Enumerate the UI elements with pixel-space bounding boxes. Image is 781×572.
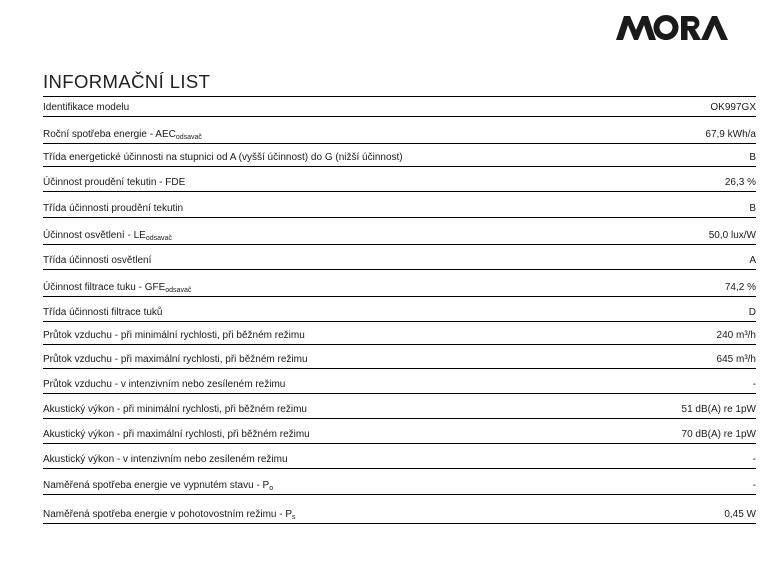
row-label: Průtok vzduchu - v intenzivním nebo zesíleném režimu xyxy=(43,379,286,390)
brand-text: MORA xyxy=(616,14,619,15)
table-row xyxy=(43,469,756,495)
table-row xyxy=(43,369,756,394)
table-row xyxy=(43,167,756,192)
table-row xyxy=(43,218,756,245)
row-value: 67,9 kWh/a xyxy=(705,129,756,140)
table-row xyxy=(43,444,756,469)
row-value: 74,2 % xyxy=(724,282,756,293)
row-label: Třída energetické účinnosti na stupnici od A (vyšší účinnost) do G (nižší účinnost) xyxy=(43,152,403,163)
row-label: Roční spotřeba energie - $AEC_{odsavač}$ xyxy=(43,129,202,141)
row-label: Účinnost filtrace tuku - $GFE_{odsavač}$ xyxy=(43,282,192,294)
row-label: Třída účinnosti proudění tekutin xyxy=(43,203,184,214)
row-label-subscript: odsavač xyxy=(145,235,172,242)
table-row xyxy=(43,245,756,270)
row-value: 70 dB(A) re 1pW xyxy=(681,429,756,440)
table-row xyxy=(43,270,756,297)
mora-logo xyxy=(616,14,728,42)
row-label: Třída účinnosti osvětlení xyxy=(43,255,152,266)
row-value: B xyxy=(749,203,756,214)
row-label: Identifikace modelu xyxy=(43,102,130,113)
row-label: Průtok vzduchu - při maximální rychlosti, při běžném režimu xyxy=(43,354,308,365)
row-value: 51 dB(A) re 1pW xyxy=(681,404,756,415)
table-row xyxy=(43,419,756,444)
row-label: Naměřená spotřeba energie ve vypnutém stavu - $P_o$ xyxy=(43,480,274,492)
table-row xyxy=(43,495,756,524)
row-label: Průtok vzduchu - při minimální rychlosti, při běžném režimu xyxy=(43,330,305,341)
table-row xyxy=(43,394,756,419)
row-value: 50,0 lux/W xyxy=(708,230,756,241)
row-value: - xyxy=(752,454,756,465)
row-value: A xyxy=(749,255,756,266)
row-value: 240 m³/h xyxy=(716,330,756,341)
row-label: Účinnost proudění tekutin - FDE xyxy=(43,177,186,188)
row-value: 26,3 % xyxy=(724,177,756,188)
row-label: Akustický výkon - při minimální rychlosti, při běžném režimu xyxy=(43,404,307,415)
row-value: 645 m³/h xyxy=(716,354,756,365)
row-value: OK997GX xyxy=(710,102,756,113)
table-row xyxy=(43,345,756,369)
table-row xyxy=(43,297,756,322)
table-row xyxy=(43,97,756,117)
row-value: B xyxy=(749,152,756,163)
table-row xyxy=(43,192,756,218)
row-label-subscript: odsavač xyxy=(175,134,202,141)
table-row xyxy=(43,322,756,345)
row-label-subscript: o xyxy=(269,485,274,492)
row-label: Účinnost osvětlení - $LE_{odsavač}$ xyxy=(43,230,172,242)
row-value: - xyxy=(752,379,756,390)
row-label: Akustický výkon - při maximální rychlosti, při běžném režimu xyxy=(43,429,310,440)
row-value: 0,45 W xyxy=(724,509,756,520)
table-row xyxy=(43,144,756,167)
info-table xyxy=(43,97,756,524)
row-label-subscript: odsavač xyxy=(165,287,192,294)
table-row xyxy=(43,117,756,144)
row-label-subscript: s xyxy=(292,514,296,521)
row-value: D xyxy=(748,307,756,318)
row-label: Naměřená spotřeba energie v pohotovostním režimu - $P_s$ xyxy=(43,509,296,521)
page-title: INFORMAČNÍ LIST xyxy=(43,71,211,92)
row-value: - xyxy=(752,480,756,491)
row-label: Akustický výkon - v intenzivním nebo zesíleném režimu xyxy=(43,454,288,465)
row-label: Třída účinnosti filtrace tuků xyxy=(43,307,163,318)
